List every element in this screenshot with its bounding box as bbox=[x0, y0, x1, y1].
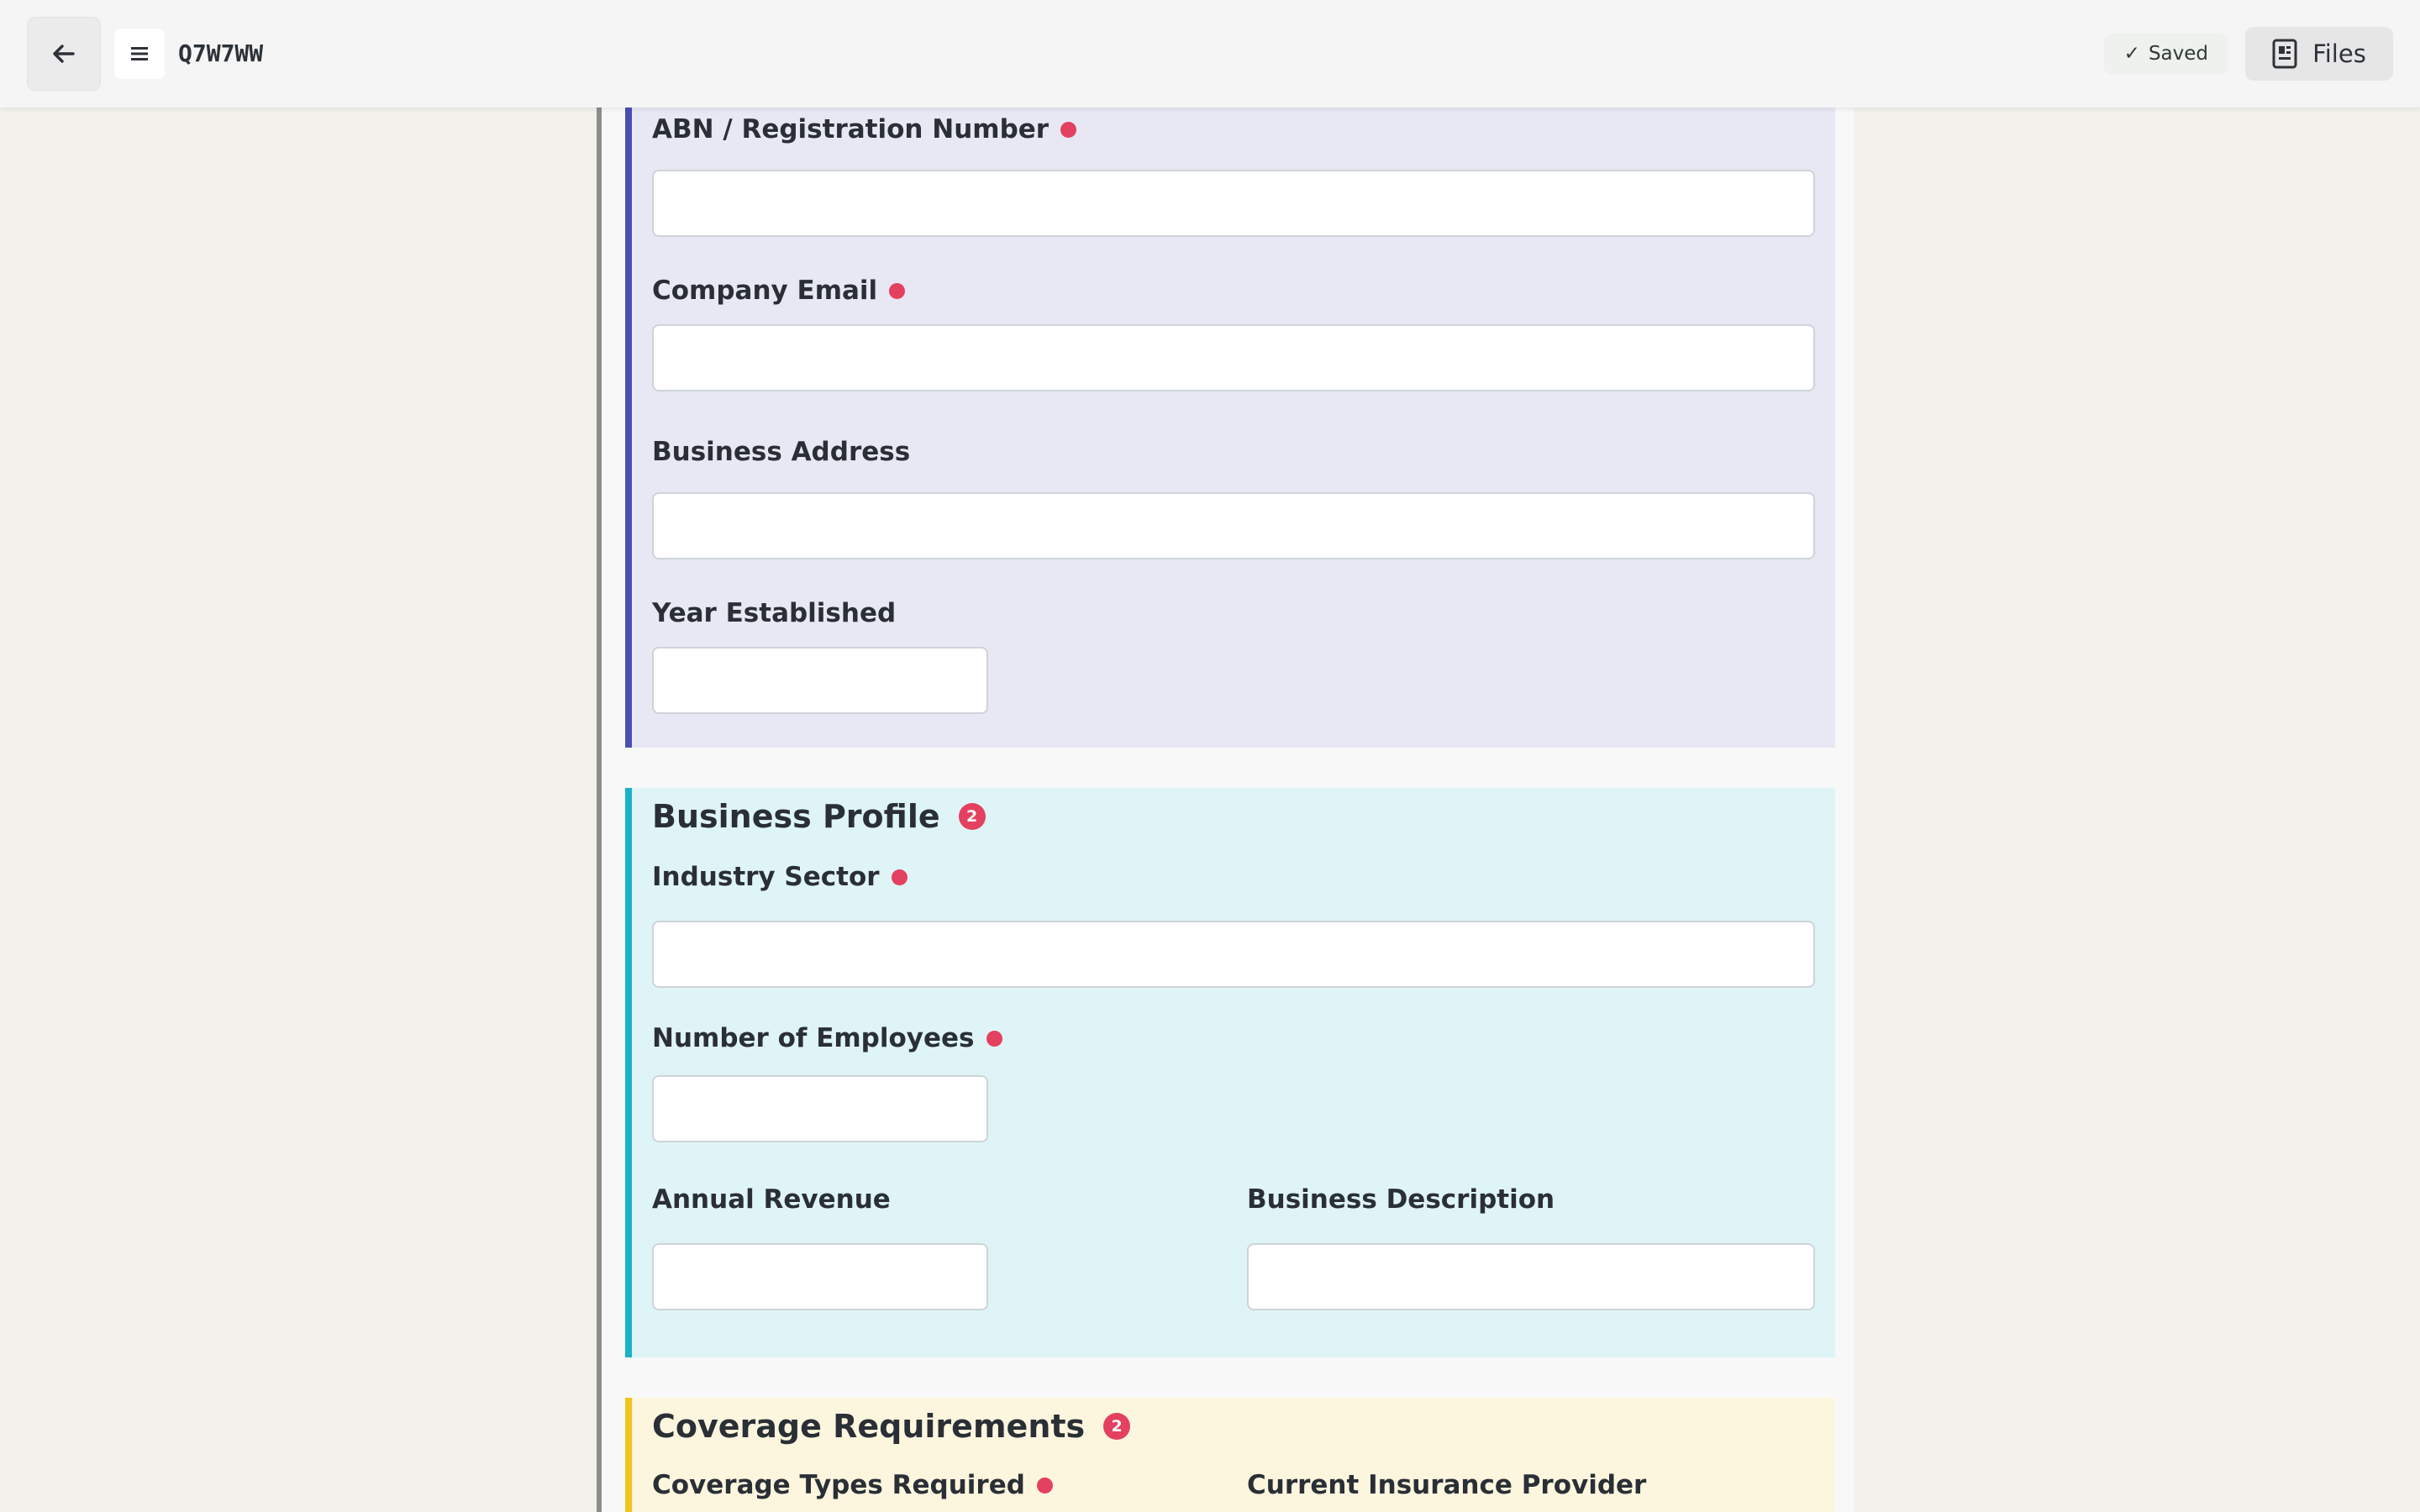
required-indicator bbox=[889, 283, 905, 299]
required-count-badge: 2 bbox=[1103, 1413, 1130, 1440]
section-title: Coverage Requirements bbox=[652, 1408, 1086, 1445]
annual-revenue-input[interactable] bbox=[652, 1243, 988, 1310]
business-address-input[interactable] bbox=[652, 492, 1815, 559]
current-provider-field-label bbox=[1247, 1470, 1646, 1500]
business-address-label-text: Business Address bbox=[652, 437, 911, 467]
industry-sector-input[interactable] bbox=[652, 921, 1815, 988]
required-indicator bbox=[1060, 122, 1076, 138]
coverage-types-label-text: Coverage Types Required bbox=[652, 1470, 1025, 1500]
year-established-label-text: Year Established bbox=[652, 598, 897, 628]
required-indicator bbox=[892, 869, 908, 885]
document-icon bbox=[2272, 39, 2297, 69]
business-description-label-text: Business Description bbox=[1247, 1184, 1555, 1215]
coverage-requirements-section bbox=[625, 1398, 1835, 1512]
year-established-field-label bbox=[652, 598, 896, 628]
coverage-types-field-label bbox=[652, 1470, 1053, 1500]
number-of-employees-label-text: Number of Employees bbox=[652, 1023, 975, 1053]
arrow-left-icon bbox=[53, 45, 75, 63]
abn-input[interactable] bbox=[652, 170, 1815, 237]
saved-label: Saved bbox=[2148, 43, 2208, 65]
check-icon: ✓ bbox=[2123, 43, 2140, 65]
number-of-employees-field-label bbox=[652, 1023, 1002, 1053]
required-count-badge: 2 bbox=[959, 803, 986, 830]
top-bar bbox=[0, 0, 2420, 108]
company-email-field-label bbox=[652, 276, 905, 306]
abn-label-text: ABN / Registration Number bbox=[652, 114, 1050, 144]
business-description-field-label bbox=[1247, 1184, 1555, 1215]
files-label: Files bbox=[2312, 39, 2366, 68]
company-email-input[interactable] bbox=[652, 324, 1815, 391]
coverage-requirements-heading bbox=[652, 1408, 1130, 1445]
current-provider-label-text: Current Insurance Provider bbox=[1247, 1470, 1647, 1500]
business-profile-section bbox=[625, 788, 1835, 1357]
company-identity-section bbox=[625, 108, 1835, 748]
annual-revenue-label-text: Annual Revenue bbox=[652, 1184, 891, 1215]
required-indicator bbox=[1037, 1478, 1053, 1494]
document-id: Q7W7WW bbox=[178, 39, 264, 67]
annual-revenue-field-label bbox=[652, 1184, 891, 1215]
section-title: Business Profile bbox=[652, 798, 940, 835]
hamburger-menu-icon bbox=[130, 46, 149, 61]
files-button[interactable] bbox=[2245, 27, 2393, 81]
menu-button[interactable] bbox=[114, 29, 165, 79]
business-address-field-label bbox=[652, 437, 910, 467]
required-indicator bbox=[986, 1031, 1002, 1047]
business-profile-heading bbox=[652, 798, 986, 835]
industry-sector-field-label bbox=[652, 862, 908, 892]
business-description-input[interactable] bbox=[1247, 1243, 1815, 1310]
industry-sector-label-text: Industry Sector bbox=[652, 862, 880, 892]
abn-field-label bbox=[652, 114, 1076, 144]
back-button[interactable] bbox=[27, 17, 101, 91]
company-email-label-text: Company Email bbox=[652, 276, 878, 306]
saved-status-badge bbox=[2104, 34, 2228, 74]
number-of-employees-input[interactable] bbox=[652, 1075, 988, 1142]
year-established-input[interactable] bbox=[652, 647, 988, 714]
